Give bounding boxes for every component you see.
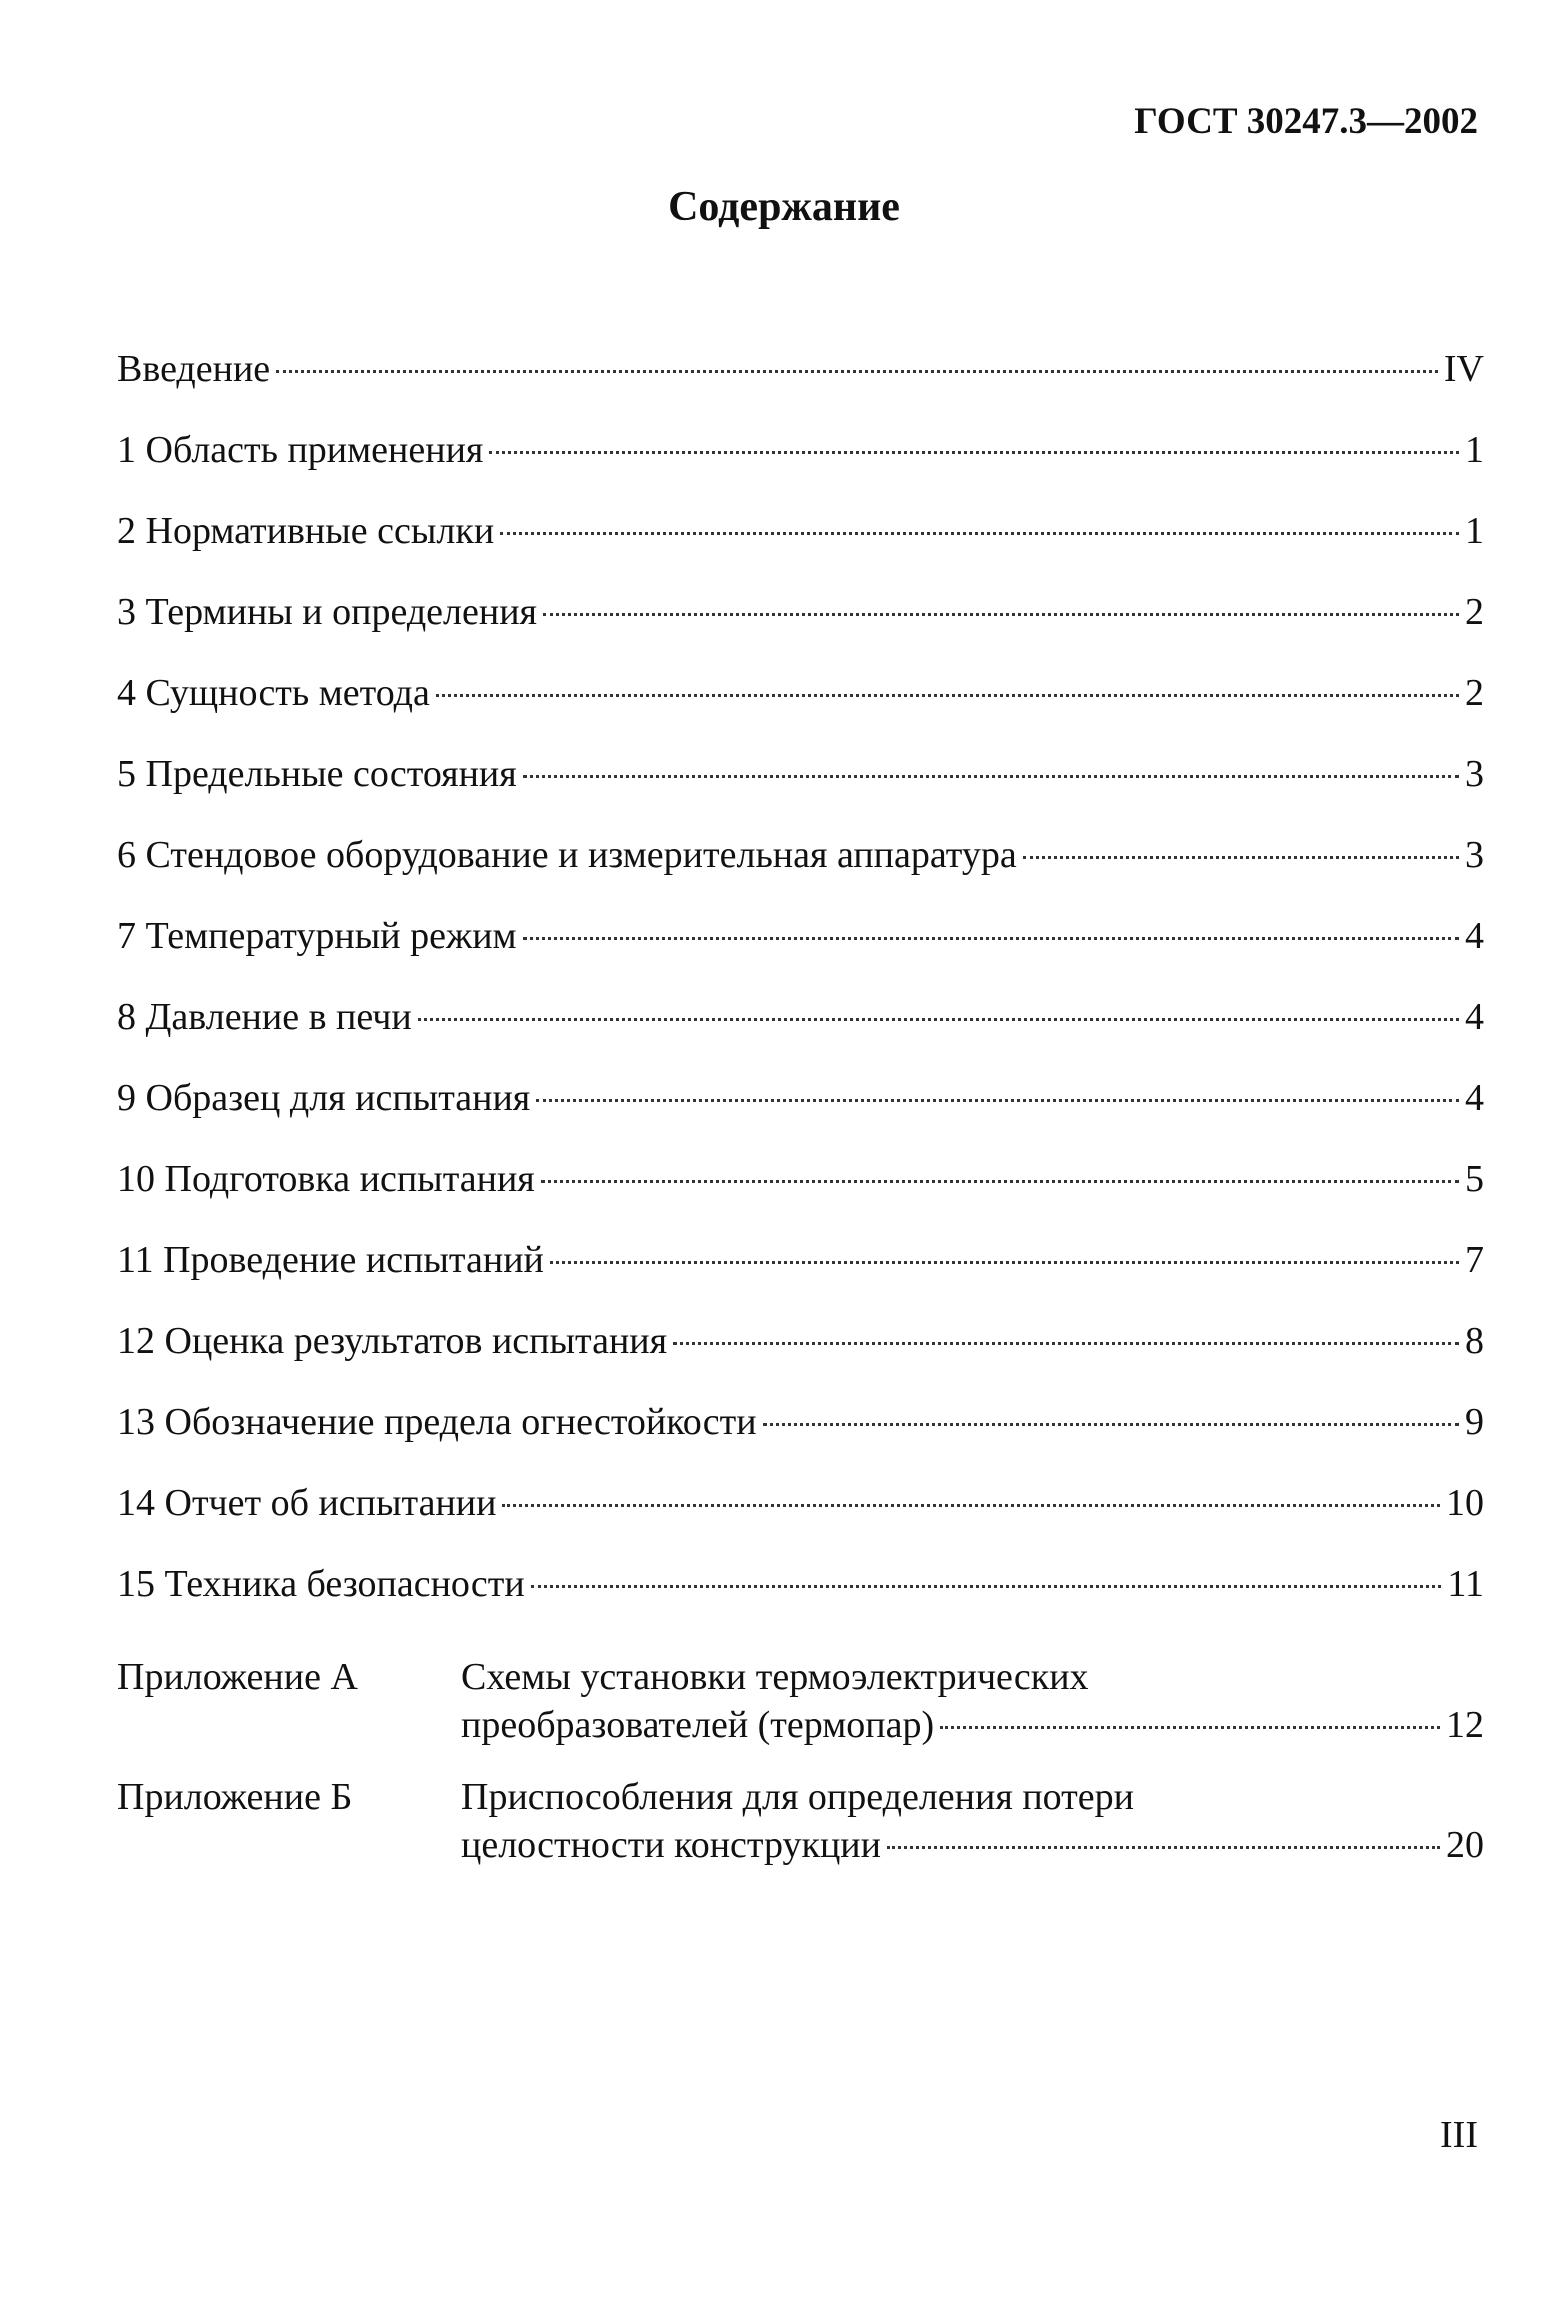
toc-entry-page: 4: [1465, 996, 1484, 1038]
dot-leader: [523, 937, 1459, 940]
toc-entry-label: 1 Область применения: [117, 429, 484, 471]
toc-entry-label: 15 Техника безопасности: [117, 1563, 525, 1605]
toc-entry-8[interactable]: [117, 995, 1484, 1076]
toc-entry-introduction[interactable]: [117, 347, 1484, 428]
toc-entry-label: 13 Обозначение предела огнестойкости: [117, 1401, 757, 1443]
toc-entry-page: 10: [1446, 1482, 1484, 1524]
toc-entry-2[interactable]: [117, 509, 1484, 590]
dot-leader: [523, 775, 1459, 778]
appendix-title-line-2: [461, 1823, 1484, 1871]
toc-entry-label: 3 Термины и определения: [117, 591, 538, 633]
toc-entry-12[interactable]: [117, 1319, 1484, 1400]
dot-leader: [500, 532, 1459, 535]
dot-leader: [541, 1180, 1459, 1183]
toc-entry-label: 7 Температурный режим: [117, 915, 517, 957]
appendix-name: Приложение А: [117, 1656, 358, 1698]
toc-entry-label: 11 Проведение испытаний: [117, 1239, 544, 1281]
toc-entry-11[interactable]: [117, 1238, 1484, 1319]
toc-entry-page: IV: [1443, 348, 1484, 390]
toc-entry-page: 2: [1465, 591, 1484, 633]
dot-leader: [887, 1846, 1440, 1849]
toc-entry-4[interactable]: [117, 671, 1484, 752]
page-title: Содержание: [668, 184, 900, 230]
table-of-contents: [117, 347, 1484, 1643]
toc-entry-page: 3: [1465, 834, 1484, 876]
dot-leader: [543, 613, 1459, 616]
appendix-page: 20: [1446, 1824, 1484, 1866]
dot-leader: [673, 1342, 1459, 1345]
toc-entry-page: 11: [1447, 1563, 1484, 1605]
toc-entry-15[interactable]: [117, 1562, 1484, 1643]
toc-entry-7[interactable]: [117, 914, 1484, 995]
dot-leader: [536, 1099, 1459, 1102]
toc-entry-page: 4: [1465, 1077, 1484, 1119]
toc-entry-page: 1: [1465, 510, 1484, 552]
appendix-page: 12: [1446, 1704, 1484, 1746]
toc-entry-page: 3: [1465, 753, 1484, 795]
toc-entry-label: 14 Отчет об испытании: [117, 1482, 497, 1524]
dot-leader: [418, 1018, 1459, 1021]
dot-leader: [1023, 856, 1459, 859]
appendix-description: [461, 1655, 1484, 1751]
toc-entry-13[interactable]: [117, 1400, 1484, 1481]
toc-entry-14[interactable]: [117, 1481, 1484, 1562]
appendix-title-line-1: Приспособления для определения потери: [461, 1776, 1134, 1818]
toc-entry-label: 5 Предельные состояния: [117, 753, 517, 795]
toc-entry-label: 6 Стендовое оборудование и измерительная аппаратура: [117, 834, 1017, 876]
dot-leader: [763, 1423, 1459, 1426]
toc-entry-page: 4: [1465, 915, 1484, 957]
toc-entry-page: 2: [1465, 672, 1484, 714]
toc-entry-label: 4 Сущность метода: [117, 672, 430, 714]
page-number: III: [1440, 2114, 1478, 2156]
toc-entry-9[interactable]: [117, 1076, 1484, 1157]
appendix-description: [461, 1775, 1484, 1871]
toc-entry-page: 5: [1465, 1158, 1484, 1200]
dot-leader: [531, 1585, 1442, 1588]
dot-leader: [502, 1504, 1440, 1507]
toc-entry-1[interactable]: [117, 428, 1484, 509]
appendix-title-line-2-text: преобразователей (термопар): [461, 1704, 935, 1746]
appendix-title-line-2: [461, 1703, 1484, 1751]
toc-entry-page: 8: [1465, 1320, 1484, 1362]
appendix-title-line-2-text: целостности конструкции: [461, 1824, 881, 1866]
dot-leader: [940, 1726, 1440, 1729]
toc-entry-page: 1: [1465, 429, 1484, 471]
toc-entry-page: 9: [1465, 1401, 1484, 1443]
toc-entry-label: Введение: [117, 348, 271, 390]
toc-entry-page: 7: [1465, 1239, 1484, 1281]
toc-entry-label: 12 Оценка результатов испытания: [117, 1320, 668, 1362]
toc-entry-label: 10 Подготовка испытания: [117, 1158, 535, 1200]
toc-entry-10[interactable]: [117, 1157, 1484, 1238]
dot-leader: [436, 694, 1459, 697]
dot-leader: [489, 451, 1459, 454]
toc-entry-5[interactable]: [117, 752, 1484, 833]
toc-entry-label: 2 Нормативные ссылки: [117, 510, 495, 552]
toc-entry-3[interactable]: [117, 590, 1484, 671]
toc-entry-label: 8 Давление в печи: [117, 996, 412, 1038]
dot-leader: [276, 370, 1438, 373]
toc-entry-6[interactable]: [117, 833, 1484, 914]
document-code: ГОСТ 30247.3—2002: [1134, 101, 1478, 142]
appendix-name: Приложение Б: [117, 1776, 353, 1818]
toc-entry-label: 9 Образец для испытания: [117, 1077, 531, 1119]
dot-leader: [550, 1261, 1459, 1264]
appendix-title-line-1: Схемы установки термоэлектрических: [461, 1656, 1089, 1698]
